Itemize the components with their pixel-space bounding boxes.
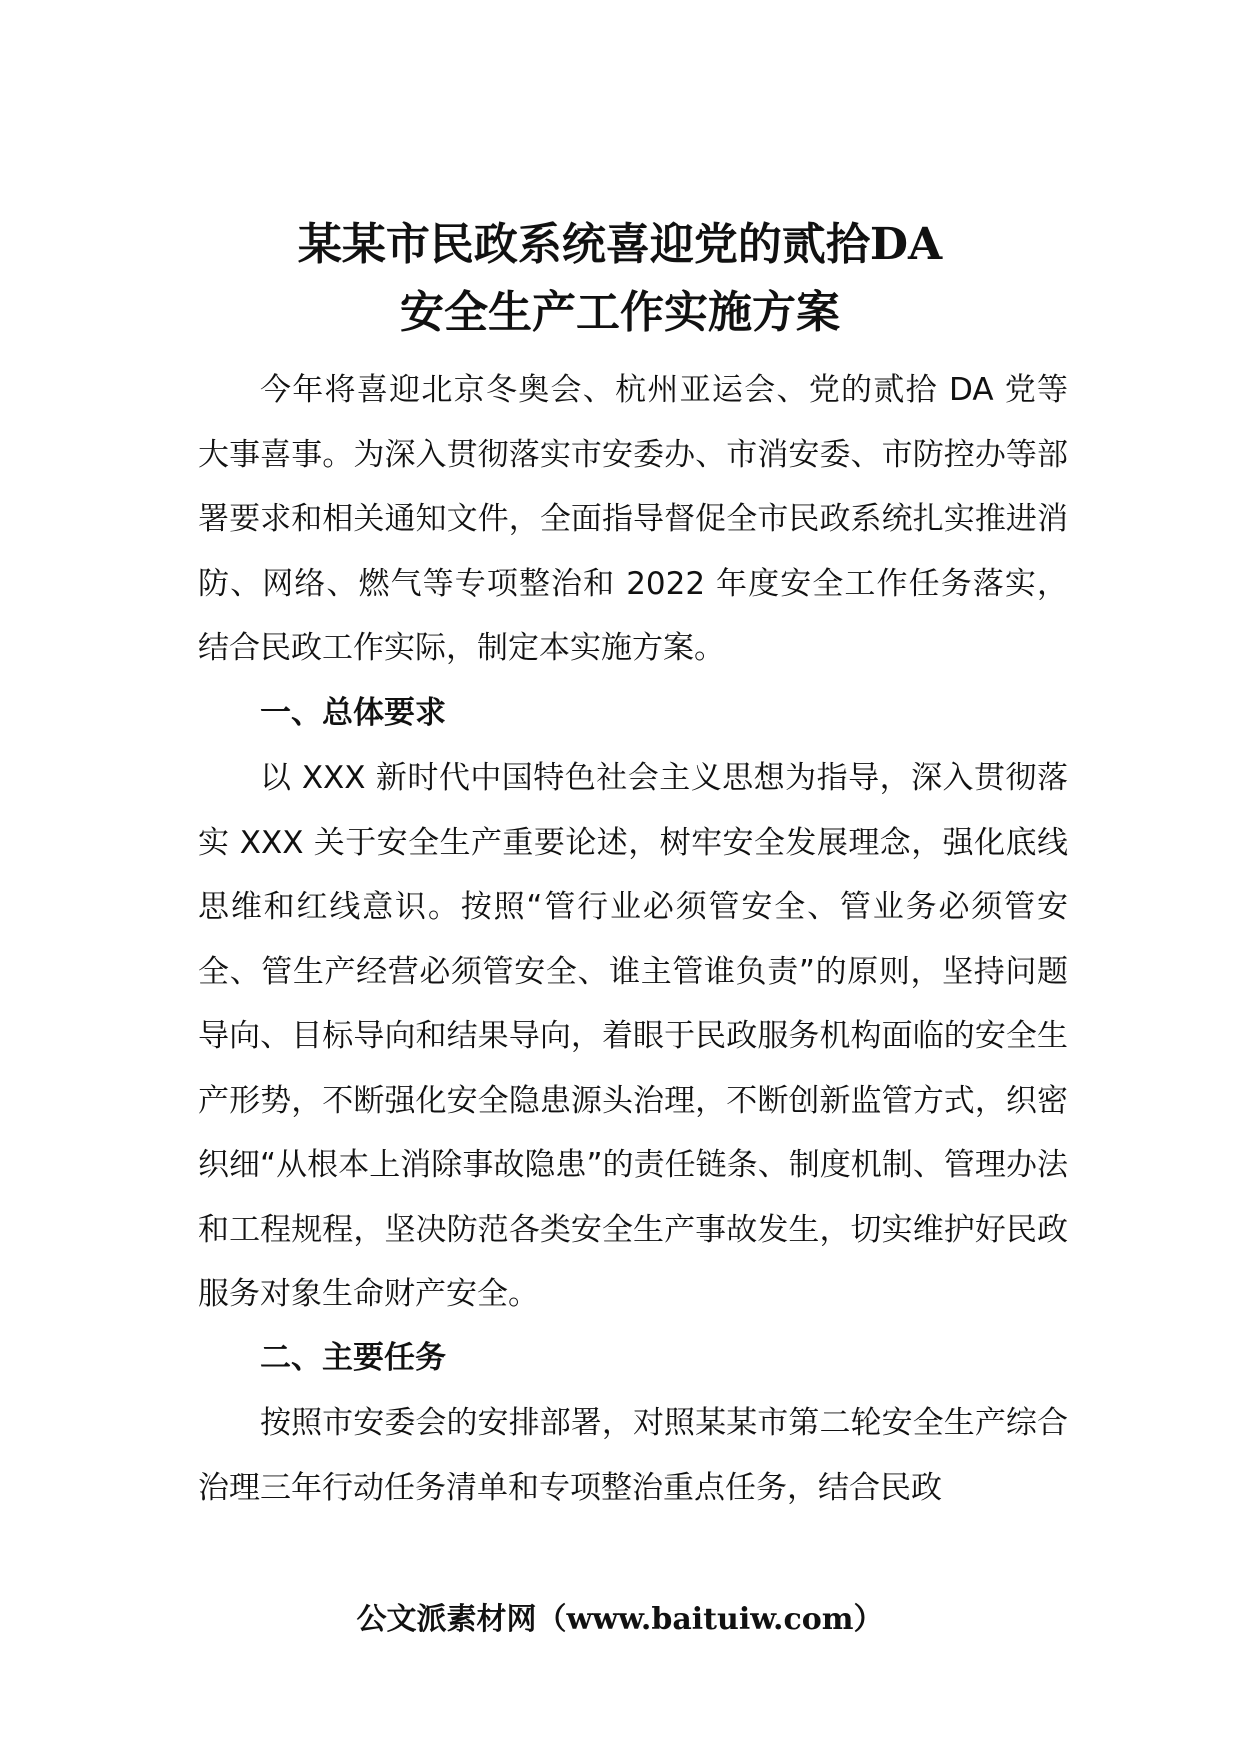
intro-paragraph: 今年将喜迎北京冬奥会、杭州亚运会、党的贰拾 DA 党等大事喜事。为深入贯彻落实市安委办、市消安委、市防控办等部署要求和相关通知文件，全面指导督促全市民政系统扎实推进消防、网络、燃气等专项整治和 2022 年度安全工作任务落实，结合民政工作实际，制定本实施方案。: [198, 372, 1068, 666]
footer-watermark: 公文派素材网（www.baituiw.com）: [356, 1602, 884, 1637]
document-title-line-2: 安全生产工作实施方案: [400, 287, 840, 338]
main-tasks-paragraph: 按照市安委会的安排部署，对照某某市第二轮安全生产综合治理三年行动任务清单和专项整治重点任务，结合民政: [198, 1405, 1068, 1506]
general-requirements-paragraph: 以 XXX 新时代中国特色社会主义思想为指导，深入贯彻落实 XXX 关于安全生产重要论述，树牢安全发展理念，强化底线思维和红线意识。按照“管行业必须管安全、管业务必须管安全、管生产经营必须管安全、谁主管谁负责”的原则，坚持问题导向、目标导向和结果导向，着眼于民政服务机构面临的安全生产形势，不断强化安全隐患源头治理，不断创新监管方式，织密织细“从根本上消除事故隐患”的责任链条、制度机制、管理办法和工程规程，坚决防范各类安全生产事故发生，切实维护好民政服务对象生命财产安全。: [198, 760, 1068, 1312]
document-title-line-1: 某某市民政系统喜迎党的贰拾DA: [297, 219, 943, 270]
section-heading-main-tasks: 二、主要任务: [260, 1340, 446, 1376]
section-heading-general-requirements: 一、总体要求: [260, 695, 446, 731]
